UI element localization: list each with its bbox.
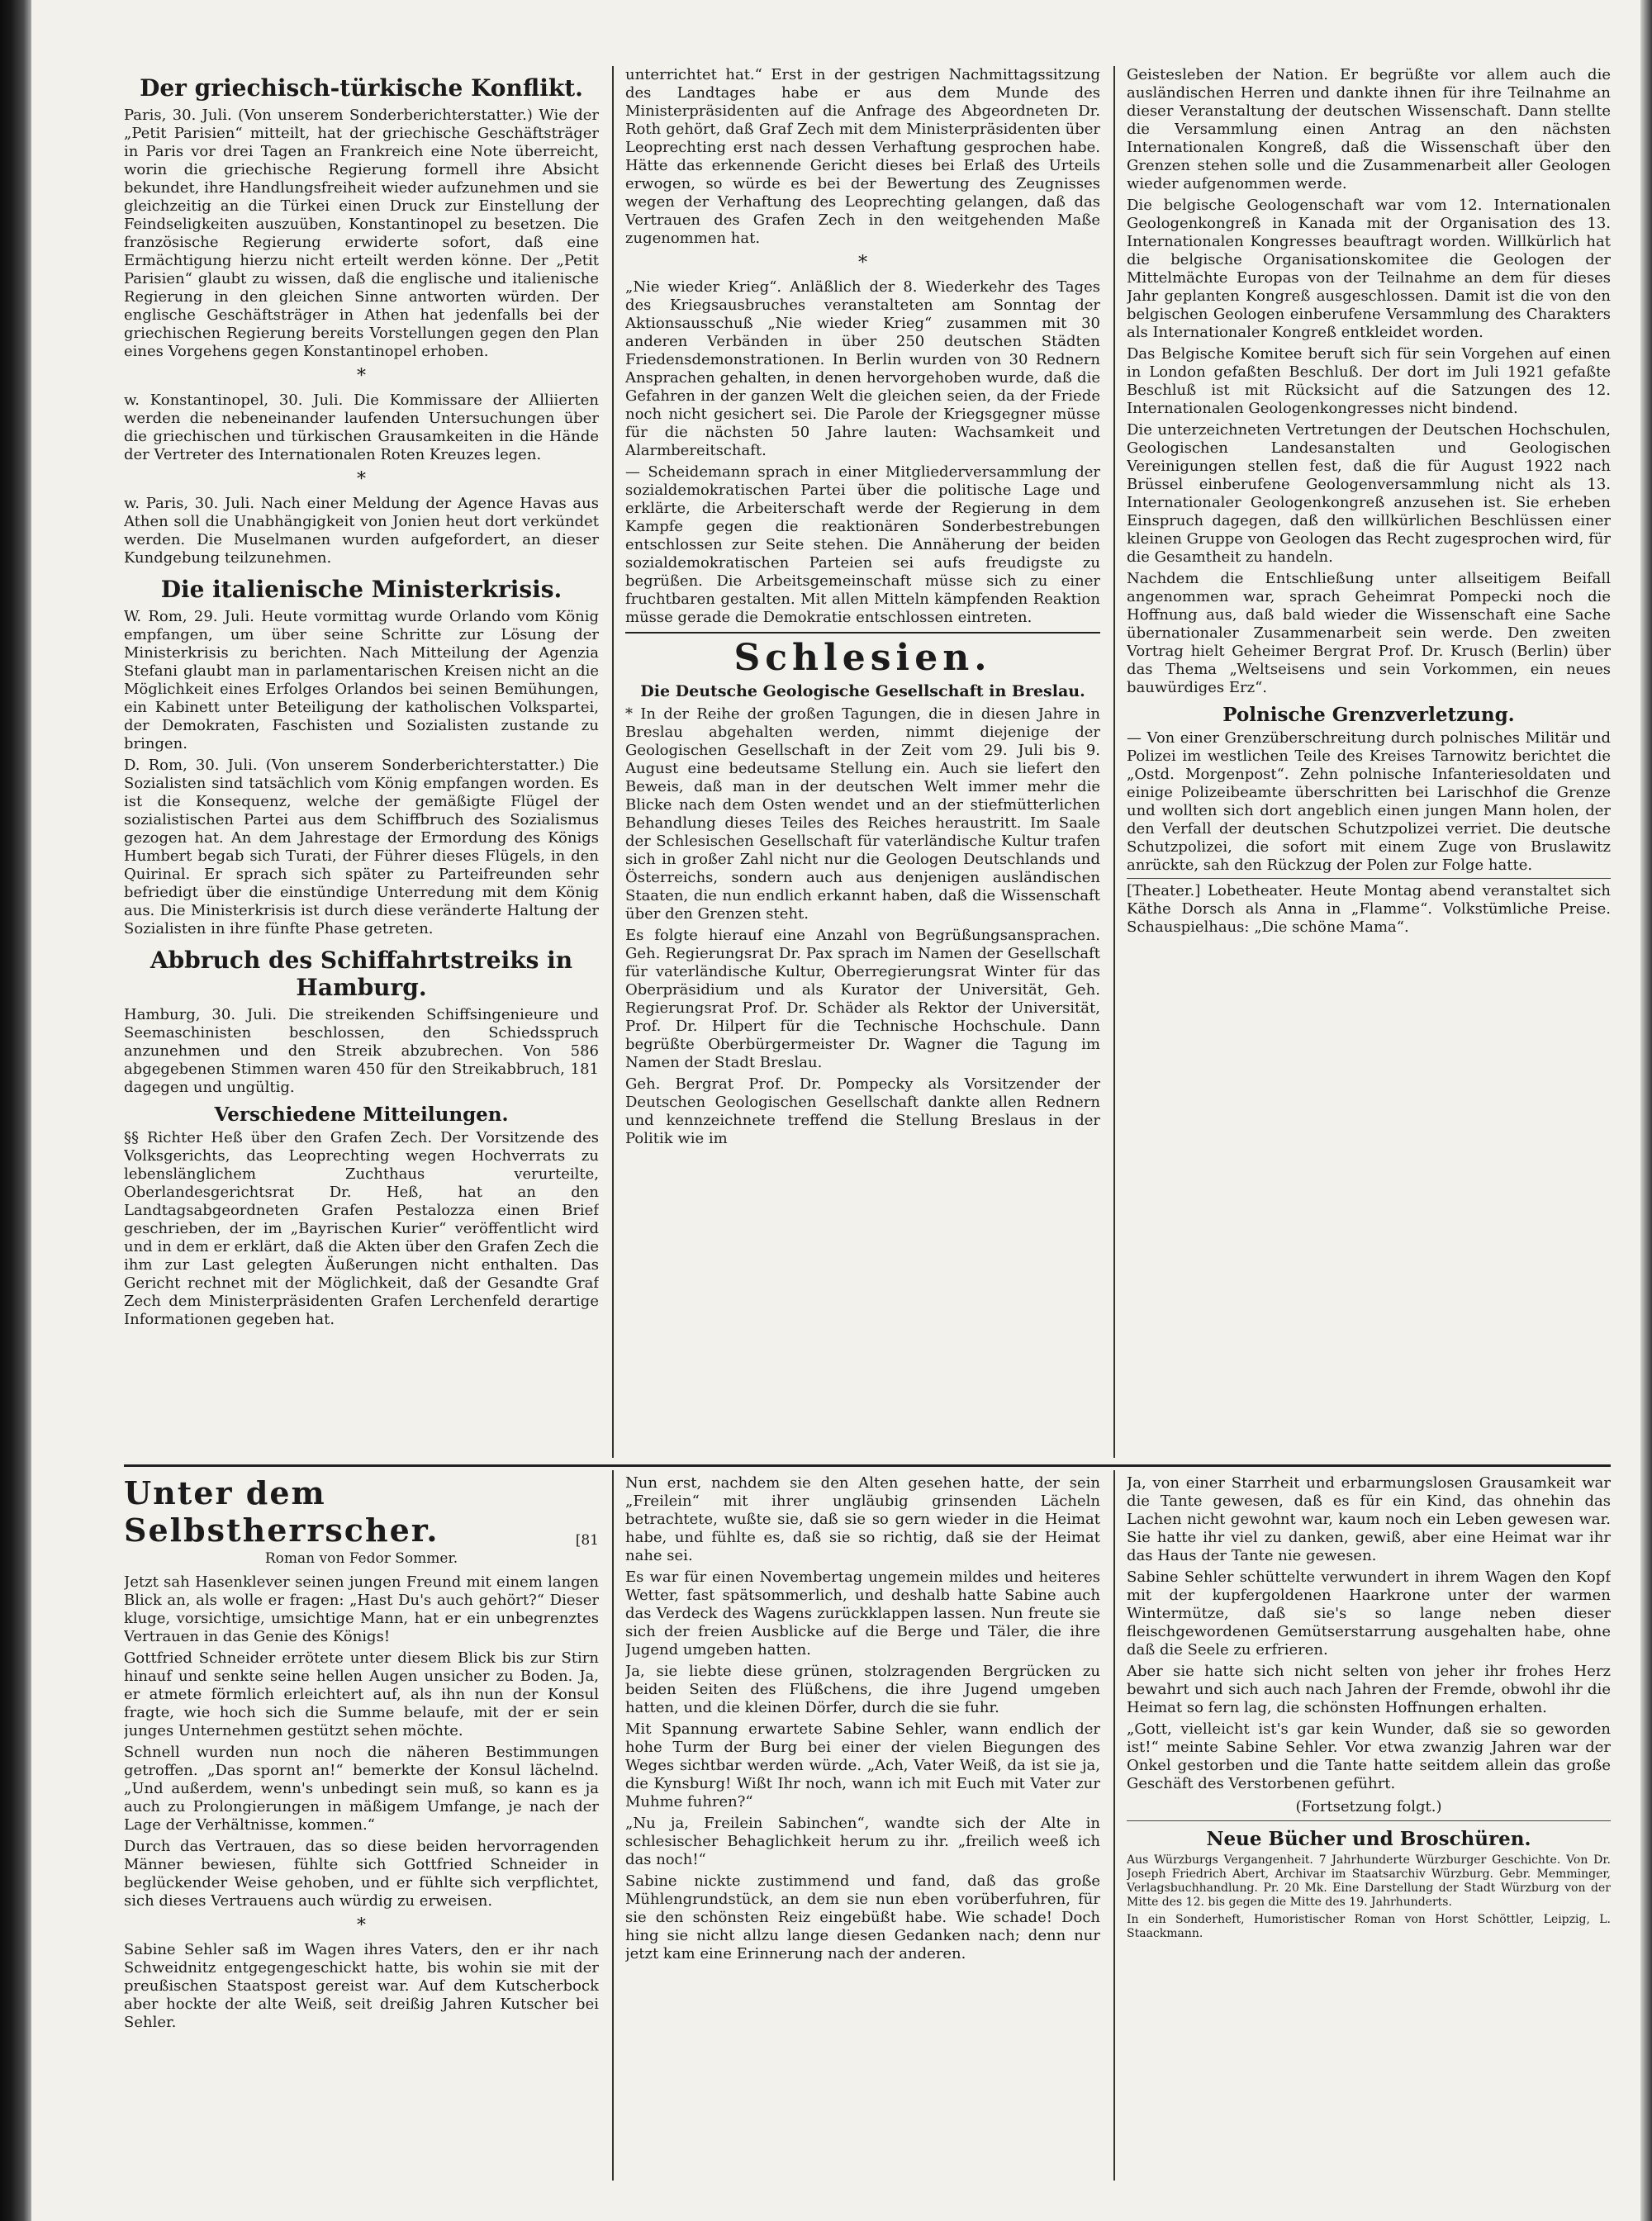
serial-column-3 bbox=[1127, 1474, 1611, 2181]
separator-star: * bbox=[357, 366, 366, 387]
page-edge bbox=[1640, 0, 1652, 2221]
article-paragraph: Nachdem die Entschließung unter allseitigem Beifall angenommen war, sprach Geheimrat Pompecki noch die Hoffnung aus, daß bald wieder die Wissenschaft eine Sache übernationaler Zusammenarbeit sein werde. Den zweiten Vortrag hielt Geheimer Bergrat Prof. Dr. Krusch (Berlin) über das Thema „Weltseisens und sein Vorkommen, ein neues bauwürdiges Erz“. bbox=[1127, 570, 1611, 696]
article-paragraph: Paris, 30. Juli. (Von unserem Sonderberichterstatter.) Wie der „Petit Parisien“ mitteilt, hat der griechische Geschäftsträger in Paris vor drei Tagen an Frankreich eine Note überreicht, worin die griechische Regierung formell ihre Absicht bekundet, ihre Handlungsfreiheit wieder aufzunehmen und sie gleichzeitig an die Türkei einen Druck zur Einstellung der Feindseligkeiten auszuüben, Konstantinopel zu besetzen. Die französische Regierung erwiderte sofort, daß eine Ermächtigung hierzu nicht erteilt werden könne. Der „Petit Parisien“ glaubt zu wissen, daß die englische und italienische Regierung in den gleichen Sinne antworten würden. Der englische Geschäftsträger in Athen hat jedenfalls bei der griechischen Regierung bereits Vorstellungen gegen den Plan eines Vorgehens gegen Konstantinopel erhoben. bbox=[124, 107, 599, 360]
article-paragraph: Hamburg, 30. Juli. Die streikenden Schiffsingenieure und Seemaschinisten beschlossen, den Schiedsspruch anzunehmen und den Streik abzubrechen. Von 586 abgegebenen Stimmen waren 450 für den Streikabbruch, 181 dagegen und ungültig. bbox=[124, 1006, 599, 1096]
separator-star: * bbox=[858, 253, 867, 273]
article-paragraph: D. Rom, 30. Juli. (Von unserem Sonderberichterstatter.) Die Sozialisten sind tatsächlich vom König empfangen worden. Es ist die Konsequenz, welche der gemäßigte Flügel der sozialistischen Partei aus dem Schiffbruch des Sozialismus gezogen hat. An dem Jahrestage der Ermordung des Königs Humbert begab sich Turati, der Führer dieses Flügels, in den Quirinal. Er sprach sich später zu Parteifreunden sehr befriedigt über die einstündige Unterredung mit dem König aus. Die Ministerkrisis ist durch diese veränderte Haltung der Sozialisten in ihre fünfte Phase getreten. bbox=[124, 757, 599, 937]
section-title-schlesien: Schlesien. bbox=[733, 637, 992, 679]
serial-paragraph: Ja, von einer Starrheit und erbarmungslosen Grausamkeit war die Tante gewesen, daß es für ein Kind, das ohnehin das Lachen nicht gewohnt war, kaum noch ein Leben gewesen war. Sie hatte ihr viel zu danken, gewiß, aber eine Heimat war ihr das Haus der Tante nie gewesen. bbox=[1127, 1474, 1611, 1564]
headline-misc: Verschiedene Mitteilungen. bbox=[214, 1103, 509, 1126]
serial-column-2 bbox=[625, 1474, 1100, 2181]
article-paragraph: Die unterzeichneten Vertretungen der Deutschen Hochschulen, Geologischen Landesanstalten und Geologischen Vereinigungen stellen fest, daß die für August 1922 nach Brüssel einberufene Geologenversammlung nicht als 13. Internationaler Geologenkongreß anzusehen ist. Sie erheben Einspruch dagegen, daß den willkürlichen Beschlüssen einer kleinen Gruppe von Geologen das Recht zugesprochen wird, für die Gesamtheit zu handeln. bbox=[1127, 421, 1611, 566]
serial-paragraph: Gottfried Schneider errötete unter diesem Blick bis zur Stirn hinauf und senkte seine hellen Augen unsicher zu Boden. Ja, er atmete förmlich erleichtert auf, als ihn nun der Konsul fragte, wie hoch sich die Summe belaufe, mit der er sein junges Unternehmen gestützt sehen möchte. bbox=[124, 1649, 599, 1739]
serial-paragraph: Sabine Sehler schüttelte verwundert in ihrem Wagen den Kopf mit der kupfergoldenen Haarkrone unter der warmen Wintermütze, daß sie's so lange neben dieser fleischgewordenen Gemütserstarrung ausgehalten habe, ohne daß die Seele zu erfrieren. bbox=[1127, 1568, 1611, 1659]
book-notice: In ein Sonderheft, Humoristischer Roman von Horst Schöttler, Leipzig, L. Staackmann. bbox=[1127, 1913, 1611, 1940]
headline-geological-society: Die Deutsche Geologische Gesellschaft in Breslau. bbox=[640, 682, 1085, 700]
section-rule bbox=[625, 632, 1100, 634]
article-paragraph: w. Konstantinopel, 30. Juli. Die Kommissare der Alliierten werden die nebeneinander laufenden Untersuchungen über die griechischen und türkischen Grausamkeiten in die Hände der Vertreter des Internationalen Roten Kreuzes legen. bbox=[124, 392, 599, 463]
column-rule bbox=[612, 66, 614, 1458]
section-rule bbox=[1127, 878, 1611, 879]
serial-paragraph: Ja, sie liebte diese grünen, stolzragenden Bergrücken zu beiden Seiten des Flüßchens, die ihre Jugend umgeben hatten, und die kleinen Dörfer, durch die sie fuhr. bbox=[625, 1663, 1100, 1716]
article-paragraph: unterrichtet hat.“ Erst in der gestrigen Nachmittagssitzung des Landtages habe er aus dem Munde des Ministerpräsidenten auf die Anfrage des Abgeordneten Dr. Roth gehört, daß Graf Zech mit dem Ministerpräsidenten über Leoprechting erst nach dessen Verhaftung gesprochen habe. Hätte das erkennende Gericht dieses bei Erlaß des Urteils erwogen, so würde es bei der Bewertung des Zeugnisses wegen der Verhaftung des Leoprechting gelangen, daß das Vertrauen des Grafen Zech in den weitgehenden Maße zugenommen hat. bbox=[625, 66, 1100, 247]
section-rule bbox=[1127, 1820, 1611, 1821]
column-3 bbox=[1127, 66, 1611, 1458]
serial-paragraph: Jetzt sah Hasenklever seinen jungen Freund mit einem langen Blick an, als wolle er fragen: „Hast Du's auch gehört?“ Dieser kluge, vorsichtige, umsichtige Mann, hat er ein unbegrenztes Vertrauen in das Genie des Königs! bbox=[124, 1573, 599, 1645]
serial-header bbox=[124, 1474, 599, 1549]
column-rule bbox=[1113, 66, 1115, 1458]
serial-title: Unter dem Selbstherrscher. bbox=[124, 1474, 439, 1549]
article-paragraph: * In der Reihe der großen Tagungen, die in diesen Jahre in Breslau abgehalten werden, nimmt diejenige der Geologischen Gesellschaft in der Zeit vom 29. Juli bis 9. August eine bedeutsame Stellung ein. Auch sie liefert den Beweis, daß man in der deutschen Welt immer mehr die Blicke nach dem Osten wendet und an der stiefmütterlichen Behandlung dieses Teiles des Reiches heraustritt. Im Saale der Schlesischen Gesellschaft für vaterländische Kultur trafen sich in großer Zahl nicht nur die Geologen Deutschlands und Österreichs, sondern auch aus denjenigen ausländischen Staaten, die nun endlich erkannt haben, daß die Wissenschaft über den Grenzen steht. bbox=[625, 705, 1100, 923]
headline-greek-turkish: Der griechisch-türkische Konflikt. bbox=[140, 74, 583, 102]
article-paragraph: Es folgte hierauf eine Anzahl von Begrüßungsansprachen. Geh. Regierungsrat Dr. Pax sprach im Namen der Gesellschaft für vaterländische Kultur, Oberregierungsrat Winter für das Oberpräsidium und als Kurator der Universität, Geh. Regierungsrat Prof. Dr. Schäder als Rektor der Universität, Prof. Dr. Hilpert für die Technische Hochschule. Dann begrüßte Oberbürgermeister Dr. Wagner die Tagung im Namen der Stadt Breslau. bbox=[625, 927, 1100, 1071]
serial-paragraph: Schnell wurden nun noch die näheren Bestimmungen getroffen. „Das spornt an!“ bemerkte der Konsul lächelnd. „Und außerdem, wenn's unbedingt sein muß, so kann es ja auch zu Prolongierungen in mäßigem Umfange, je nach der Lage der Verhältnisse, kommen.“ bbox=[124, 1744, 599, 1834]
separator-star: * bbox=[357, 469, 366, 490]
continuation-note: (Fortsetzung folgt.) bbox=[1295, 1798, 1442, 1815]
article-paragraph: — Von einer Grenzüberschreitung durch polnisches Militär und Polizei im westlichen Teile des Kreises Tarnowitz berichtet die „Ostd. Morgenpost“. Zehn polnische Infanteriesoldaten und einige Polizeibeamte überschritten bei Larischhof die Grenze und wollten sich dort angeblich einen jungen Mann holen, der den Verfall der deutschen Schutzpolizei verriet. Die deutsche Schutzpolizei, die sofort mit einem Zuge von Bruslawitz anrückte, sah den Rückzug der Polen zur Folge hatte. bbox=[1127, 729, 1611, 874]
serial-paragraph: Durch das Vertrauen, das so diese beiden hervorragenden Männer bewiesen, fühlte sich Gottfried Schneider in beglückender Weise gehoben, und er fühlte sich verpflichtet, sich dieses Vertrauens auch würdig zu erweisen. bbox=[124, 1838, 599, 1910]
feuilleton-separator bbox=[124, 1464, 1611, 1467]
article-paragraph: Das Belgische Komitee beruft sich für sein Vorgehen auf einen in London gefaßten Beschluß. Der dort im Juli 1921 gefaßte Beschluß ist mit Rücksicht auf die Satzungen des 12. Internationalen Geologenkongresses nicht bindend. bbox=[1127, 345, 1611, 417]
article-paragraph: — Scheidemann sprach in einer Mitgliederversammlung der sozialdemokratischen Partei über die politische Lage und erklärte, die Arbeiterschaft werde der Regierung in dem Kampfe gegen die reaktionären Sonderbestrebungen entschlossen zur Seite stehen. Die Annäherung der beiden sozialdemokratischen Parteien sei aufs freudigste zu begrüßen. Die Arbeitsgemeinschaft müsse sich zu einer fruchtbaren gestalten. Mit allen Mitteln kämpfenden Reaktion müsse gerade die Demokratie entschlossen eintreten. bbox=[625, 463, 1100, 626]
column-1 bbox=[124, 66, 599, 1458]
column-2 bbox=[625, 66, 1100, 1458]
serial-paragraph: Aber sie hatte sich nicht selten von jeher ihr frohes Herz bewahrt und sich auch nach Jahren der Fremde, obwohl ihr die Heimat so fern lag, die schönsten Hoffnungen erhalten. bbox=[1127, 1663, 1611, 1716]
column-rule bbox=[612, 1470, 614, 2181]
book-notice: Aus Würzburgs Vergangenheit. 7 Jahrhunderte Würzburger Geschichte. Von Dr. Joseph Friedrich Abert, Archivar im Staatsarchiv Würzburg. Gebr. Memminger, Verlagsbuchhandlung. Pr. 20 Mk. Eine Darstellung der Stadt Würzburg von der Mitte des 12. bis gegen die Mitte des 19. Jahrhunderts. bbox=[1127, 1853, 1611, 1909]
headline-hamburg-strike: Abbruch des Schiffahrtstreiks in Hamburg. bbox=[150, 947, 573, 1001]
serial-column-1 bbox=[124, 1474, 599, 2181]
headline-italian-crisis: Die italienische Ministerkrisis. bbox=[160, 576, 563, 603]
serial-paragraph: Sabine Sehler saß im Wagen ihres Vaters, den er ihr nach Schweidnitz entgegengeschickt hatte, bis wohin sie mit der preußischen Staatspost gereist war. Auf dem Kutscherbock aber hockte der alte Weiß, seit dreißig Jahren Kutscher bei Sehler. bbox=[124, 1941, 599, 2031]
newspaper-page bbox=[124, 66, 1611, 2181]
serial-byline: Roman von Fedor Sommer. bbox=[264, 1550, 458, 1567]
headline-polish-border: Polnische Grenzverletzung. bbox=[1222, 704, 1515, 726]
serial-paragraph: Sabine nickte zustimmend und fand, daß das große Mühlengrundstück, an dem sie nun eben vorüberfuhren, für sie den schönsten Reiz eingebüßt habe. Wie schade! Doch hing sie nicht allzu lange diesen Gedanken nach; denn nur jetzt kam eine Erinnerung nach der anderen. bbox=[625, 1872, 1100, 1962]
theater-notice: [Theater.] Lobetheater. Heute Montag abend veranstaltet sich Käthe Dorsch als Anna in „Flamme“. Volkstümliche Preise. Schauspielhaus: „Die schöne Mama“. bbox=[1127, 882, 1611, 936]
binding-edge bbox=[0, 0, 31, 2221]
separator-star: * bbox=[357, 1915, 366, 1936]
article-paragraph: Geistesleben der Nation. Er begrüßte vor allem auch die ausländischen Herren und dankte ihnen für ihre Teilnahme an dieser Veranstaltung der deutschen Wissenschaft. Dann stellte die Versammlung einen Antrag an den nächsten Internationalen Kongreß, daß die Wissenschaft über den Grenzen stehen solle und die Zusammenarbeit aller Geologen wieder aufgenommen werde. bbox=[1127, 66, 1611, 192]
headline-new-books: Neue Bücher und Broschüren. bbox=[1206, 1828, 1531, 1850]
serial-paragraph: Nun erst, nachdem sie den Alten gesehen hatte, der sein „Freilein“ mit ihrer ungläubig grinsenden Lächeln betrachtete, wußte sie, daß sie so gern wieder in die Heimat habe, und fühlte es, daß sie so richtig, daß sie der Heimat nahe sei. bbox=[625, 1474, 1100, 1564]
article-paragraph: Die belgische Geologenschaft war vom 12. Internationalen Geologenkongreß in Kanada mit der Organisation des 13. Internationalen Kongresses beauftragt worden. Willkürlich hat die belgische Organisationskomitee die Geologen der Mittelmächte Europas von der Teilnahme an dem für dieses Jahr geplanten Kongreß ausgeschlossen. Damit ist die von den belgischen Geologen einberufene Versammlung des Charakters als Internationaler Kongreß entkleidet worden. bbox=[1127, 197, 1611, 341]
serial-paragraph: Es war für einen Novembertag ungemein mildes und heiteres Wetter, fast spätsommerlich, und deshalb hatte Sabine auch das Verdeck des Wagens zurückklappen lassen. Nun freute sie sich der freien Ausblicke auf die Berge und Täler, die ihre Jugend umgeben hatten. bbox=[625, 1568, 1100, 1659]
serial-paragraph: „Gott, vielleicht ist's gar kein Wunder, daß sie so geworden ist!“ meinte Sabine Sehler. Vor etwa zwanzig Jahren war der Onkel gestorben und die Tante hatte seitdem allein das große Geschäft des Verstorbenen geführt. bbox=[1127, 1720, 1611, 1792]
article-paragraph: „Nie wieder Krieg“. Anläßlich der 8. Wiederkehr des Tages des Kriegsausbruches veranstalteten am Sonntag der Aktionsausschuß „Nie wieder Krieg“ zusammen mit 30 anderen Verbänden in über 250 deutschen Städten Friedensdemonstrationen. In Berlin wurden von 30 Rednern Ansprachen gehalten, in denen hervorgehoben wurde, daß die Gefahren in der ganzen Welt die gleichen seien, da der Friede noch nicht gesichert sei. Die Parole der Kriegsgegner müsse für die nächsten 50 Jahre lauten: Wachsamkeit und Alarmbereitschaft. bbox=[625, 278, 1100, 459]
serial-number: [81 bbox=[575, 1532, 599, 1549]
article-paragraph: W. Rom, 29. Juli. Heute vormittag wurde Orlando vom König empfangen, um über seine Schritte zur Lösung der Ministerkrisis zu berichten. Nach Mitteilung der Agenzia Stefani glaubt man in parlamentarischen Kreisen nicht an die Möglichkeit eines Erfolges Orlandos bei seinen Bemühungen, ein Kabinett unter Beteiligung der katholischen Volkspartei, der Demokraten, Faschisten und Sozialisten zustande zu bringen. bbox=[124, 608, 599, 752]
column-rule bbox=[1113, 1470, 1115, 2181]
serial-paragraph: Mit Spannung erwartete Sabine Sehler, wann endlich der hohe Turm der Burg bei einer der vielen Biegungen des Weges sichtbar werden würde. „Ach, Vater Weiß, da ist sie ja, die Kynsburg! Wißt Ihr noch, wann ich mit Euch mit Vater zur Muhme fuhren?“ bbox=[625, 1720, 1100, 1810]
article-paragraph: §§ Richter Heß über den Grafen Zech. Der Vorsitzende des Volksgerichts, das Leoprechting wegen Hochverrats zu lebenslänglichem Zuchthaus verurteilte, Oberlandesgerichtsrat Dr. Heß, hat an den Landtagsabgeordneten Grafen Pestalozza einen Brief geschrieben, der im „Bayrischen Kurier“ veröffentlicht wird und in dem er erklärt, daß die Akten über den Grafen Zech die ihm zur Last gelegten Äußerungen nicht enthalten. Das Gericht rechnet mit der Möglichkeit, daß der Gesandte Graf Zech dem Ministerpräsidenten Grafen Lerchenfeld derartige Informationen gegeben hat. bbox=[124, 1129, 599, 1328]
article-paragraph: Geh. Bergrat Prof. Dr. Pompecky als Vorsitzender der Deutschen Geologischen Gesellschaft dankte allen Rednern und kennzeichnete treffend die Stellung Breslaus in der Politik wie im bbox=[625, 1075, 1100, 1147]
serial-paragraph: „Nu ja, Freilein Sabinchen“, wandte sich der Alte in schlesischer Behaglichkeit herum zu ihr. „freilich weeß ich das noch!“ bbox=[625, 1815, 1100, 1868]
article-paragraph: w. Paris, 30. Juli. Nach einer Meldung der Agence Havas aus Athen soll die Unabhängigkeit von Jonien heut dort verkündet werden. Die Muselmanen wurden aufgefordert, an dieser Kundgebung teilzunehmen. bbox=[124, 495, 599, 567]
